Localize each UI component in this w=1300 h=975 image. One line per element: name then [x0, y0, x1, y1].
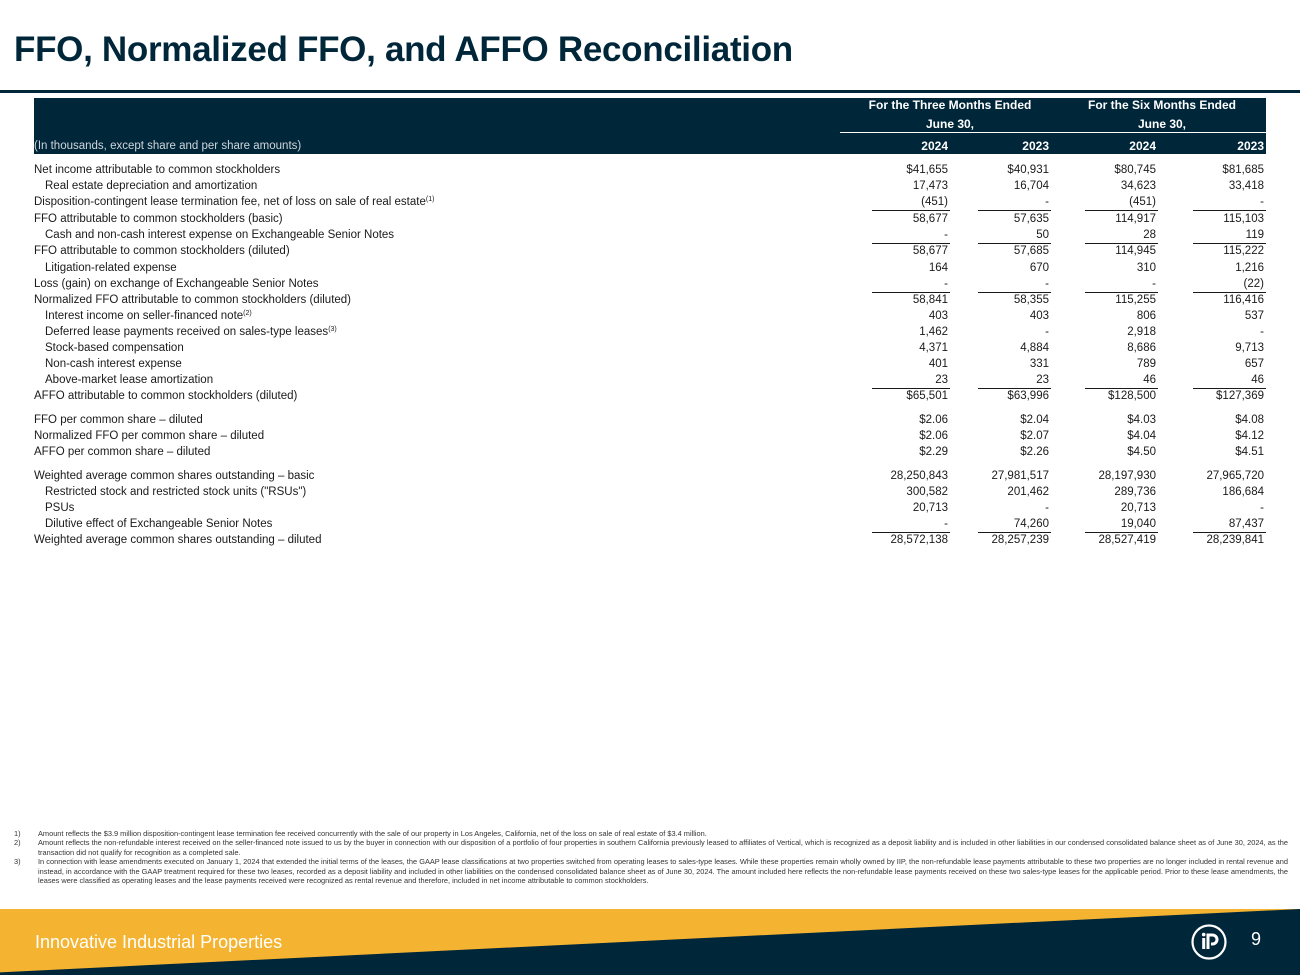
row-label [45, 260, 177, 276]
table-row [34, 340, 1266, 356]
row-label [45, 340, 184, 356]
table-row [34, 243, 1266, 259]
row-label-text: Real estate depreciation and amortization [45, 180, 258, 192]
footnote-marker: (2) [243, 310, 252, 317]
row-value: $2.29 [919, 446, 948, 458]
row-value: 186,684 [1222, 486, 1264, 498]
three-months-rule [840, 132, 1056, 133]
row-value: $63,996 [1007, 390, 1049, 402]
row-label-text: Restricted stock and restricted stock units ("RSUs") [45, 486, 307, 498]
row-label-text: Weighted average common shares outstanding – diluted [34, 534, 322, 546]
row-value: 20,713 [912, 502, 948, 514]
row-value: 670 [1029, 262, 1049, 274]
row-value: $2.07 [1020, 430, 1049, 442]
page-title: FFO, Normalized FFO, and AFFO Reconciliation [14, 30, 793, 69]
row-value: 1,462 [919, 326, 948, 338]
row-value: - [1260, 196, 1264, 208]
row-value: 46 [1251, 374, 1264, 386]
table-row [34, 211, 1266, 227]
row-value: 16,704 [1013, 180, 1049, 192]
row-value: 27,981,517 [991, 470, 1049, 482]
row-value: $127,369 [1216, 390, 1264, 402]
footnote [14, 857, 1288, 885]
row-value: 57,685 [1013, 245, 1049, 257]
row-value: 19,040 [1120, 518, 1156, 530]
row-value: (451) [1129, 196, 1156, 208]
table-row [34, 484, 1266, 500]
row-value: 23 [1036, 374, 1049, 386]
title-rule [0, 90, 1300, 93]
page-number: 9 [1251, 929, 1262, 949]
row-value: 164 [928, 262, 948, 274]
row-label-text: Normalized FFO attributable to common stockholders (diluted) [34, 294, 352, 306]
table-row [34, 412, 1266, 428]
row-label-text: Weighted average common shares outstanding – basic [34, 470, 315, 482]
row-label [34, 444, 210, 460]
table-row [34, 227, 1266, 243]
row-value: 114,917 [1115, 213, 1156, 225]
row-label [45, 227, 394, 243]
iip-logo-icon [1191, 924, 1227, 960]
row-value: $4.08 [1235, 414, 1264, 426]
row-value: 310 [1136, 262, 1156, 274]
row-value: 58,677 [912, 245, 948, 257]
row-value: 9,713 [1235, 342, 1264, 354]
row-value: $4.04 [1127, 430, 1156, 442]
row-value: 23 [935, 374, 948, 386]
row-value: 28 [1143, 229, 1156, 241]
row-label [34, 532, 321, 548]
row-value: 115,255 [1115, 294, 1156, 306]
row-value: (451) [921, 196, 948, 208]
row-value: 115,222 [1223, 245, 1264, 257]
row-value: 27,965,720 [1206, 470, 1264, 482]
row-value: $80,745 [1114, 164, 1156, 176]
row-label [45, 356, 182, 372]
company-name: Innovative Industrial Properties [35, 932, 283, 952]
row-value: 1,216 [1235, 262, 1264, 274]
row-value: - [1260, 502, 1264, 514]
footnote-number: 1) [14, 829, 21, 838]
year-header: 2023 [1022, 139, 1049, 153]
row-value: 28,250,843 [890, 470, 948, 482]
six-months-rule [1056, 132, 1266, 133]
row-label [45, 178, 257, 194]
table-row [34, 532, 1266, 548]
row-label-text: Above-market lease amortization [45, 374, 214, 386]
row-label [34, 388, 297, 404]
table-row [34, 194, 1266, 210]
row-label-text: Net income attributable to common stockholders [34, 164, 281, 176]
table-row [34, 276, 1266, 292]
table-row [34, 500, 1266, 516]
row-value: 789 [1136, 358, 1156, 370]
row-value: 657 [1244, 358, 1264, 370]
table-row [34, 324, 1266, 340]
row-value: 58,841 [912, 294, 948, 306]
row-value: 403 [928, 310, 948, 322]
row-value: - [1152, 278, 1156, 290]
row-label [45, 500, 74, 516]
row-value: 537 [1244, 310, 1264, 322]
row-value: 87,437 [1228, 518, 1264, 530]
footnote-number: 2) [14, 838, 21, 848]
footnote-marker: (1) [425, 196, 435, 203]
row-value: 300,582 [906, 486, 948, 498]
row-value: - [1045, 278, 1049, 290]
row-value: (22) [1243, 278, 1264, 290]
row-label-text: Litigation-related expense [45, 262, 177, 274]
row-value: 50 [1036, 229, 1049, 241]
row-label-text: Normalized FFO per common share – diluted [34, 430, 265, 442]
row-label-text: Deferred lease payments received on sales-type leases [45, 326, 329, 338]
row-value: 4,884 [1020, 342, 1049, 354]
row-label [45, 516, 272, 532]
row-value: 331 [1029, 358, 1049, 370]
row-value: 2,918 [1127, 326, 1156, 338]
table-row [34, 356, 1266, 372]
row-label [34, 211, 283, 227]
row-label [34, 276, 319, 292]
row-value: 58,355 [1013, 294, 1049, 306]
row-label [45, 372, 213, 388]
row-label-text: Stock-based compensation [45, 342, 184, 354]
row-label-text: FFO attributable to common stockholders (basic) [34, 213, 283, 225]
row-label-text: Non-cash interest expense [45, 358, 182, 370]
table-row [34, 308, 1266, 324]
row-value: 57,635 [1013, 213, 1049, 225]
row-value: $2.06 [919, 414, 948, 426]
row-value: $4.51 [1235, 446, 1264, 458]
row-label [45, 308, 252, 324]
row-value: $128,500 [1108, 390, 1156, 402]
row-label [34, 243, 290, 259]
footnote-text: Amount reflects the $3.9 million disposition-contingent lease termination fee received concurrently with the sale of our property in Los Angeles, California, net of the loss on sale of real estate of $3.4 million. [38, 829, 707, 838]
row-value: - [944, 229, 948, 241]
row-value: 119 [1245, 229, 1264, 241]
row-value: - [944, 278, 948, 290]
six-months-header: For the Six Months Ended [1087, 98, 1237, 112]
row-label-text: Cash and non-cash interest expense on Exchangeable Senior Notes [45, 229, 395, 241]
table-row [34, 372, 1266, 388]
row-value: 806 [1136, 310, 1156, 322]
row-value: 34,623 [1120, 180, 1156, 192]
row-value: 17,473 [912, 180, 948, 192]
footnote-text: In connection with lease amendments executed on January 1, 2024 that extended the initial terms of the leases, the GAAP lease classifications at two properties switched from operating leases to sales-type leases. While these properties remain wholly owned by IIP, the non-refundable lease payments attributable to these two properties are no longer included in rental revenue and instead, in accordance with the GAAP treatment required for these two leases, recorded as a deposit liability and included in other liabilities on the condensed consolidated balance sheet as of June 30, 2024. The amount included here reflects the non-refundable lease payments received on these two sales-type leases for the applicable period. Prior to these lease amendments, the leases were classified as operating leases and the lease payments received were recognized as rental revenue and therefore, included in net income attributable to common stockholders. [38, 857, 1288, 886]
units-label: (In thousands, except share and per share amounts) [34, 140, 302, 152]
row-label [34, 292, 351, 308]
footnote [14, 829, 1288, 838]
row-value: 28,527,419 [1098, 534, 1156, 546]
row-value: 4,371 [919, 342, 948, 354]
row-value: 115,103 [1223, 213, 1264, 225]
row-value: 20,713 [1120, 502, 1156, 514]
row-value: $4.12 [1235, 430, 1264, 442]
row-value: - [1045, 502, 1049, 514]
row-value: 46 [1143, 374, 1156, 386]
row-value: 116,416 [1223, 294, 1264, 306]
row-label [34, 468, 314, 484]
row-value: $41,655 [906, 164, 948, 176]
row-value: $4.03 [1127, 414, 1156, 426]
table-header-band [34, 98, 1266, 154]
row-value: $81,685 [1222, 164, 1264, 176]
row-value: 289,736 [1114, 486, 1156, 498]
footnote [14, 838, 1288, 857]
row-label-text: PSUs [45, 502, 75, 514]
row-value: - [944, 518, 948, 530]
table-row [34, 162, 1266, 178]
three-months-period: June 30, [925, 117, 975, 131]
row-value: 114,945 [1115, 245, 1156, 257]
row-label-text: FFO per common share – diluted [34, 414, 203, 426]
row-label [34, 194, 434, 210]
row-label [45, 484, 306, 500]
row-value: 28,239,841 [1206, 534, 1264, 546]
row-value: 403 [1029, 310, 1049, 322]
row-label [34, 162, 280, 178]
row-label [45, 324, 337, 340]
row-value: 33,418 [1228, 180, 1264, 192]
table-row [34, 428, 1266, 444]
three-months-header: For the Three Months Ended [868, 98, 1032, 112]
row-label-text: Disposition-contingent lease termination fee, net of loss on sale of real estate [34, 196, 426, 208]
row-label-text: Loss (gain) on exchange of Exchangeable Senior Notes [34, 278, 319, 290]
table-row [34, 388, 1266, 404]
row-value: 28,197,930 [1098, 470, 1156, 482]
table-row [34, 444, 1266, 460]
row-value: 74,260 [1013, 518, 1049, 530]
row-label-text: AFFO attributable to common stockholders (diluted) [34, 390, 298, 402]
row-value: 201,462 [1007, 486, 1049, 498]
row-label [34, 412, 203, 428]
six-months-period: June 30, [1137, 117, 1187, 131]
table-row [34, 178, 1266, 194]
year-header: 2023 [1237, 139, 1264, 153]
row-value: - [1045, 196, 1049, 208]
row-value: $2.06 [919, 430, 948, 442]
year-header: 2024 [1129, 139, 1156, 153]
row-label [34, 428, 264, 444]
table-row [34, 260, 1266, 276]
row-value: - [1045, 326, 1049, 338]
row-label-text: Interest income on seller-financed note [45, 310, 244, 322]
row-value: $65,501 [906, 390, 948, 402]
row-value: 28,257,239 [991, 534, 1049, 546]
table-row [34, 292, 1266, 308]
year-header: 2024 [921, 139, 948, 153]
row-label-text: FFO attributable to common stockholders (diluted) [34, 245, 290, 257]
table-row [34, 516, 1266, 532]
row-value: $2.26 [1020, 446, 1049, 458]
row-value: 58,677 [912, 213, 948, 225]
footnote-number: 3) [14, 857, 21, 867]
footnotes [14, 829, 1288, 885]
footnote-text: Amount reflects the non-refundable interest received on the seller-financed note issued to us by the buyer in connection with our disposition of a portfolio of four properties in southern California previously leased to affiliates of Vertical, which is recognized as a deposit liability and is included in other liabilities in our condensed consolidated balance sheet as of June 30, 2024, as the transaction did not qualify for recognition as a completed sale. [38, 838, 1288, 857]
row-value: $2.04 [1020, 414, 1049, 426]
row-value: $4.50 [1127, 446, 1156, 458]
row-label-text: AFFO per common share – diluted [34, 446, 211, 458]
row-value: $40,931 [1007, 164, 1049, 176]
row-value: 401 [928, 358, 948, 370]
row-value: 8,686 [1127, 342, 1156, 354]
table-row [34, 468, 1266, 484]
row-value: - [1260, 326, 1264, 338]
row-value: 28,572,138 [890, 534, 948, 546]
row-label-text: Dilutive effect of Exchangeable Senior Notes [45, 518, 273, 530]
footnote-marker: (3) [328, 326, 337, 333]
